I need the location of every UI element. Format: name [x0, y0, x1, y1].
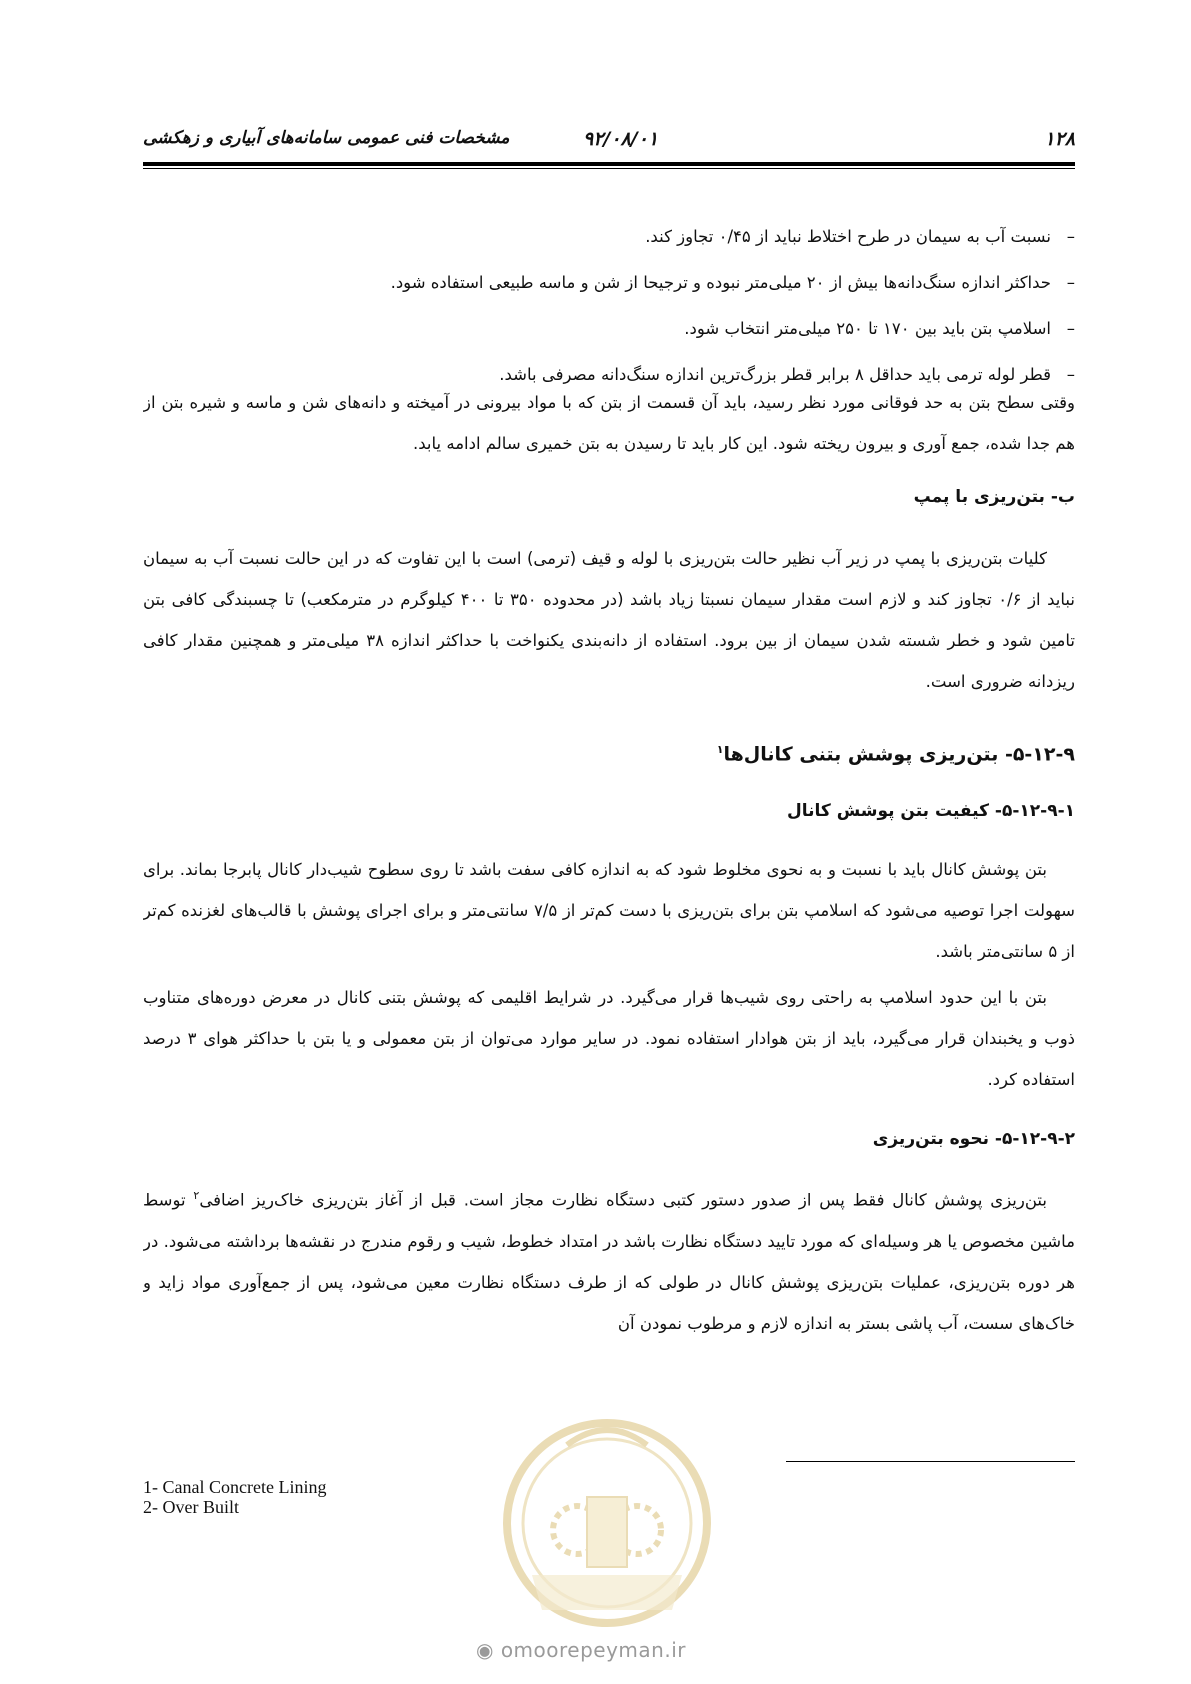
header-date: ۹۲/۰۸/۰۱ — [583, 128, 659, 150]
footnote-rule — [786, 1461, 1075, 1462]
bullet-item: –قطر لوله ترمی باید حداقل ۸ برابر قطر بزرگ‌ترین اندازه سنگ‌دانه مصرفی باشد. — [499, 365, 1075, 384]
paragraph-method: بتن‌ریزی پوشش کانال فقط پس از صدور دستور کتبی دستگاه نظارت مجاز است. قبل از آغاز بتن‌ریزی خاک‌ریز اضافی$^۲$ توسط ماشین مخصوص یا هر وسیله‌ای که مورد تایید دستگاه نظارت باشد در امتداد خطوط، شیب و رقوم مندرج در نقشه‌ها برداشته می‌شود. در هر دوره بتن‌ریزی، عملیات بتن‌ریزی پوشش کانال در طولی که از طرف دستگاه نظارت معین می‌شود، پس از جمع‌آوری مواد زاید و خاک‌های سست، آب پاشی بستر به اندازه لازم و مرطوب نمودن آن — [143, 1189, 1075, 1333]
footnote-ref-2: ۲ — [193, 1189, 200, 1202]
footnote-2: 2- Over Built — [143, 1497, 239, 1517]
footnote-ref-1: ۱ — [716, 743, 724, 756]
paragraph-pump: کلیات بتن‌ریزی با پمپ در زیر آب نظیر حالت بتن‌ریزی با لوله و قیف (ترمی) است با این تفاوت که در این حالت نسبت آب به سیمان نباید از ۰/۶ تجاوز کند و لازم است مقدار سیمان نسبتا زیاد باشد (در محدوده ۳۵۰ تا ۴۰۰ کیلوگرم در مترمکعب) تا چسبندگی کافی بتن تامین شود و خطر شسته شدن سیمان از بین برود. استفاده از دانه‌بندی یکنواخت با حداکثر اندازه ۳۸ میلی‌متر و همچنین مقدار کافی ریزدانه ضروری است. — [143, 549, 1075, 691]
watermark-url: ◉ omoorepeyman.ir — [476, 1638, 686, 1662]
heading-section-text: ۵-۱۲-۹- بتن‌ریزی پوشش بتنی کانال‌ها — [723, 743, 1075, 766]
header-title: مشخصات فنی عمومی سامانه‌های آبیاری و زهکشی — [143, 128, 510, 148]
bullet-item: –اسلامپ بتن باید بین ۱۷۰ تا ۲۵۰ میلی‌متر انتخاب شود. — [684, 319, 1075, 338]
heading-pump: ب- بتن‌ریزی با پمپ — [913, 487, 1075, 507]
header-rule-thin — [143, 168, 1075, 169]
bullet-list — [391, 214, 1075, 398]
page-number: ۱۲۸ — [1044, 128, 1075, 150]
heading-method: ۵-۱۲-۹-۲- نحوه بتن‌ریزی — [872, 1129, 1075, 1149]
bullet-item: –حداکثر اندازه سنگ‌دانه‌ها بیش از ۲۰ میلی‌متر نبوده و ترجیحا از شن و ماسه طبیعی استفاده شود. — [390, 273, 1075, 292]
bullet-item: –نسبت آب به سیمان در طرح اختلاط نباید از ۰/۴۵ تجاوز کند. — [645, 227, 1075, 246]
watermark-seal-icon — [472, 1405, 742, 1635]
page-header — [143, 120, 1075, 160]
footnotes — [143, 1477, 326, 1517]
heading-quality: ۵-۱۲-۹-۱- کیفیت بتن پوشش کانال — [787, 801, 1075, 821]
footnote-1: 1- Canal Concrete Lining — [143, 1477, 327, 1497]
paragraph-quality-2: بتن با این حدود اسلامپ به راحتی روی شیب‌ها قرار می‌گیرد. در شرایط اقلیمی که پوشش بتنی کانال در معرض دوره‌های متناوب ذوب و یخبندان قرار می‌گیرد، باید از بتن هوادار استفاده نمود. در سایر موارد می‌توان از بتن معمولی و یا بتن با حداکثر هوای ۳ درصد استفاده کرد. — [143, 988, 1075, 1089]
heading-section-5-12-9 — [717, 743, 1075, 765]
header-rule-thick — [143, 162, 1075, 166]
paragraph-surface: وقتی سطح بتن به حد فوقانی مورد نظر رسید، باید آن قسمت از بتن که با مواد بیرونی در آمیخته و دانه‌های شن و ماسه و شیره بتن از هم جدا شده، جمع آوری و بیرون ریخته شود. این کار باید تا رسیدن به بتن خمیری سالم ادامه یابد. — [143, 393, 1075, 453]
paragraph-quality-1: بتن پوشش کانال باید با نسبت و به نحوی مخلوط شود که به اندازه کافی سفت باشد تا روی سطوح شیب‌دار کانال پابرجا بماند. برای سهولت اجرا توصیه می‌شود که اسلامپ بتن برای بتن‌ریزی با دست کم‌تر از ۷/۵ سانتی‌متر و برای اجرای پوشش با قالب‌های لغزنده کم‌تر از ۵ سانتی‌متر باشد. — [143, 860, 1075, 961]
